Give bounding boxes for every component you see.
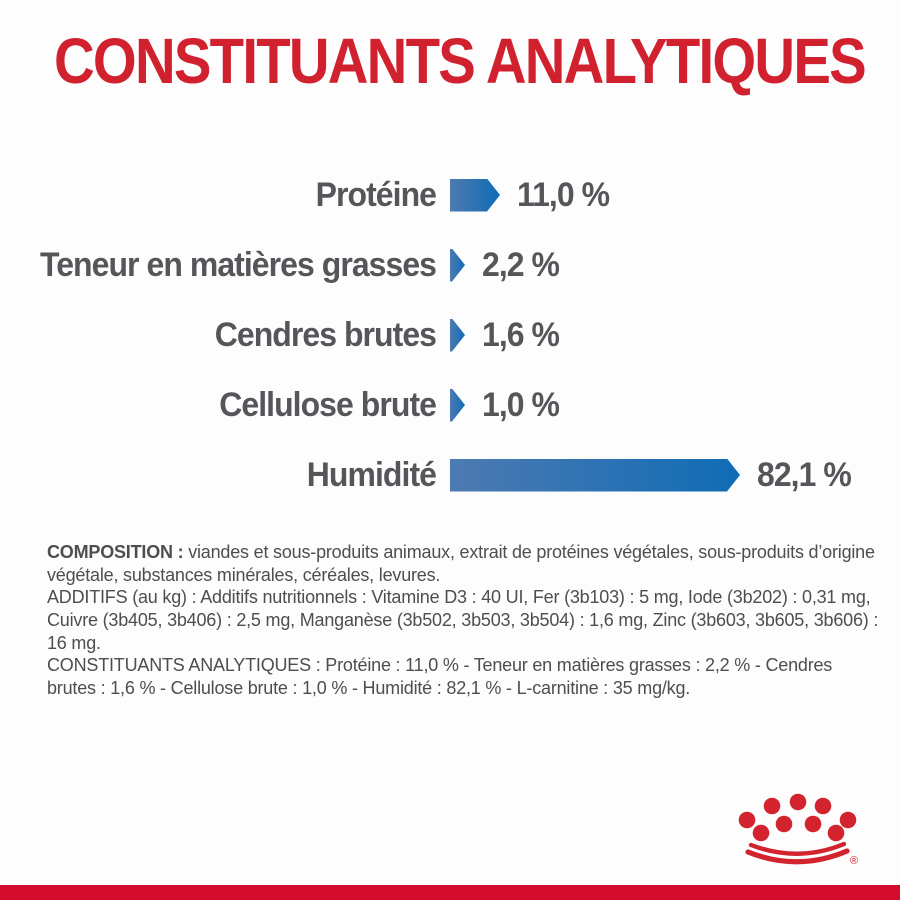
composition-paragraph bbox=[47, 541, 880, 586]
composition-text: viandes et sous-produits animaux, extrait de protéines végétales, sous-produits d’origine végétale, substances minérales, céréales, levures. bbox=[47, 542, 875, 585]
additifs-paragraph: ADDITIFS (au kg) : Additifs nutritionnels : Vitamine D3 : 40 UI, Fer (3b103) : 5 mg, Iode (3b202) : 0,31 mg, Cuivre (3b405, 3b406) : 2,5 mg, Manganèse (3b502, 3b503, 3b504) : 1,6 mg, Zinc (3b603, 3b605, 3b606) : 16 mg. bbox=[47, 587, 879, 653]
row-value-matieres-grasses: 2,2 % bbox=[482, 245, 560, 284]
row-value-humidite: 82,1 % bbox=[757, 455, 851, 494]
bar-cellulose-brute bbox=[450, 389, 465, 422]
composition-label: COMPOSITION : bbox=[47, 542, 189, 562]
registered-trademark-mark: ® bbox=[850, 855, 859, 867]
row-value-cendres-brutes: 1,6 % bbox=[482, 315, 560, 354]
chart-row-matieres-grasses bbox=[0, 230, 900, 300]
row-label-proteine: Protéine bbox=[315, 175, 436, 214]
bar-matieres-grasses bbox=[450, 249, 465, 282]
page-title: CONSTITUANTS ANALYTIQUES bbox=[54, 25, 865, 97]
chart-row-cendres-brutes bbox=[0, 300, 900, 370]
chart-row-proteine bbox=[0, 160, 900, 230]
royal-canin-crown-icon bbox=[730, 788, 872, 884]
legal-text-block bbox=[47, 541, 880, 700]
row-value-cellulose-brute: 1,0 % bbox=[482, 385, 560, 424]
row-value-proteine: 11,0 % bbox=[517, 175, 610, 214]
bar-proteine bbox=[450, 179, 500, 212]
row-label-cellulose-brute: Cellulose brute bbox=[219, 385, 436, 424]
constituents-bar-chart bbox=[0, 160, 900, 510]
row-label-humidite: Humidité bbox=[306, 455, 436, 494]
bar-cendres-brutes bbox=[450, 319, 465, 352]
chart-row-humidite bbox=[0, 440, 900, 510]
bar-humidite bbox=[450, 459, 740, 492]
row-label-matieres-grasses: Teneur en matières grasses bbox=[40, 245, 436, 284]
constituants-paragraph: CONSTITUANTS ANALYTIQUES : Protéine : 11,0 % - Teneur en matières grasses : 2,2 % - Cendres brutes : 1,6 % - Cellulose brute : 1,0 % - Humidité : 82,1 % - L-carnitine : 35 mg/kg. bbox=[47, 655, 833, 699]
row-label-cendres-brutes: Cendres brutes bbox=[214, 315, 436, 354]
chart-row-cellulose-brute bbox=[0, 370, 900, 440]
footer-red-bar bbox=[0, 885, 900, 900]
